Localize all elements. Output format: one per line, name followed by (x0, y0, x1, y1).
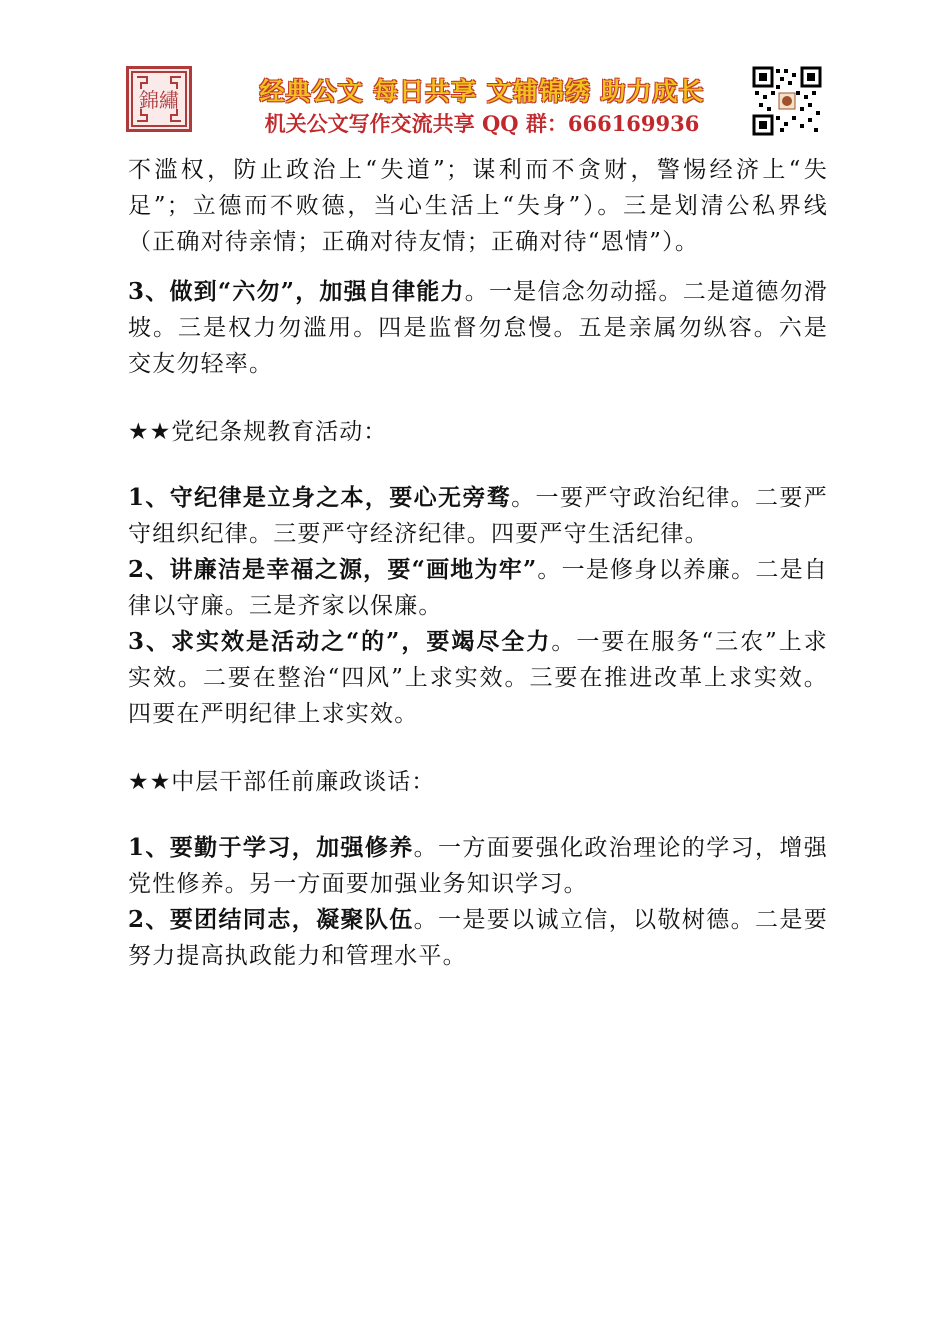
s2-item-1-heading: 1、要勤于学习，加强修养 (128, 834, 414, 861)
s1-item-3-heading: 3、求实效是活动之“的”，要竭尽全力 (128, 628, 552, 655)
s1-item-3-text: 。一要在服务“三农”上求实效。二要在整治“四风”上求实效。三要在推进改革上求实效。四要在严明纪律上求实效。 (128, 629, 829, 727)
s1-item-1-paragraph (128, 480, 828, 552)
s2-item-1-text: 。一方面要强化政治理论的学习，增强党性修养。另一方面要加强业务知识学习。 (128, 835, 829, 897)
section-title-integrity-talk: ★★中层干部任前廉政谈话： (128, 769, 436, 795)
page-header (0, 0, 950, 150)
header-slogan: 经典公文 每日共享 文辅锦绣 助力成长 (259, 77, 705, 106)
item-3-text: 。一是信念勿动摇。二是道德勿滑坡。三是权力勿滥用。四是监督勿怠慢。五是亲属勿纵容。六是交友勿轻率。 (128, 279, 829, 377)
s2-item-2-heading: 2、要团结同志，凝聚队伍 (128, 906, 414, 933)
s1-item-1-heading: 1、守纪律是立身之本，要心无旁骛 (128, 484, 512, 511)
s1-item-1-text: 。一要严守政治纪律。二要严守组织纪律。三要严守经济纪律。四要严守生活纪律。 (128, 485, 828, 547)
s1-item-2-heading: 2、讲廉洁是幸福之源，要“画地为牢” (128, 556, 538, 583)
header-subslogan: 机关公文写作交流共享 QQ 群：666169936 (264, 111, 700, 136)
s2-item-2-text: 。一是要以诚立信，以敬树德。二是要努力提高执政能力和管理水平。 (128, 907, 829, 969)
seal-text: 錦繡 (139, 88, 179, 112)
seal-pattern-icon (129, 69, 189, 129)
qr-code-icon (752, 66, 822, 136)
item-3-paragraph (128, 274, 828, 382)
intro-paragraph: 不滥权，防止政治上“失道”；谋利而不贪财，警惕经济上“失足”；立德而不败德，当心生活上“失身”）。三是划清公私界线（正确对待亲情；正确对待友情；正确对待“恩情”）。 (128, 157, 828, 255)
s1-item-2-paragraph (128, 552, 828, 624)
document-body (128, 152, 828, 974)
item-3-heading: 3、做到“六勿”，加强自律能力 (128, 278, 465, 305)
s2-item-1-paragraph (128, 830, 828, 902)
s1-item-3-paragraph (128, 624, 828, 732)
section-title-party-discipline: ★★党纪条规教育活动： (128, 419, 388, 445)
s2-item-2-paragraph (128, 902, 828, 974)
seal-logo (126, 66, 192, 132)
s1-item-2-text: 。一是修身以养廉。二是自律以守廉。三是齐家以保廉。 (128, 557, 828, 619)
